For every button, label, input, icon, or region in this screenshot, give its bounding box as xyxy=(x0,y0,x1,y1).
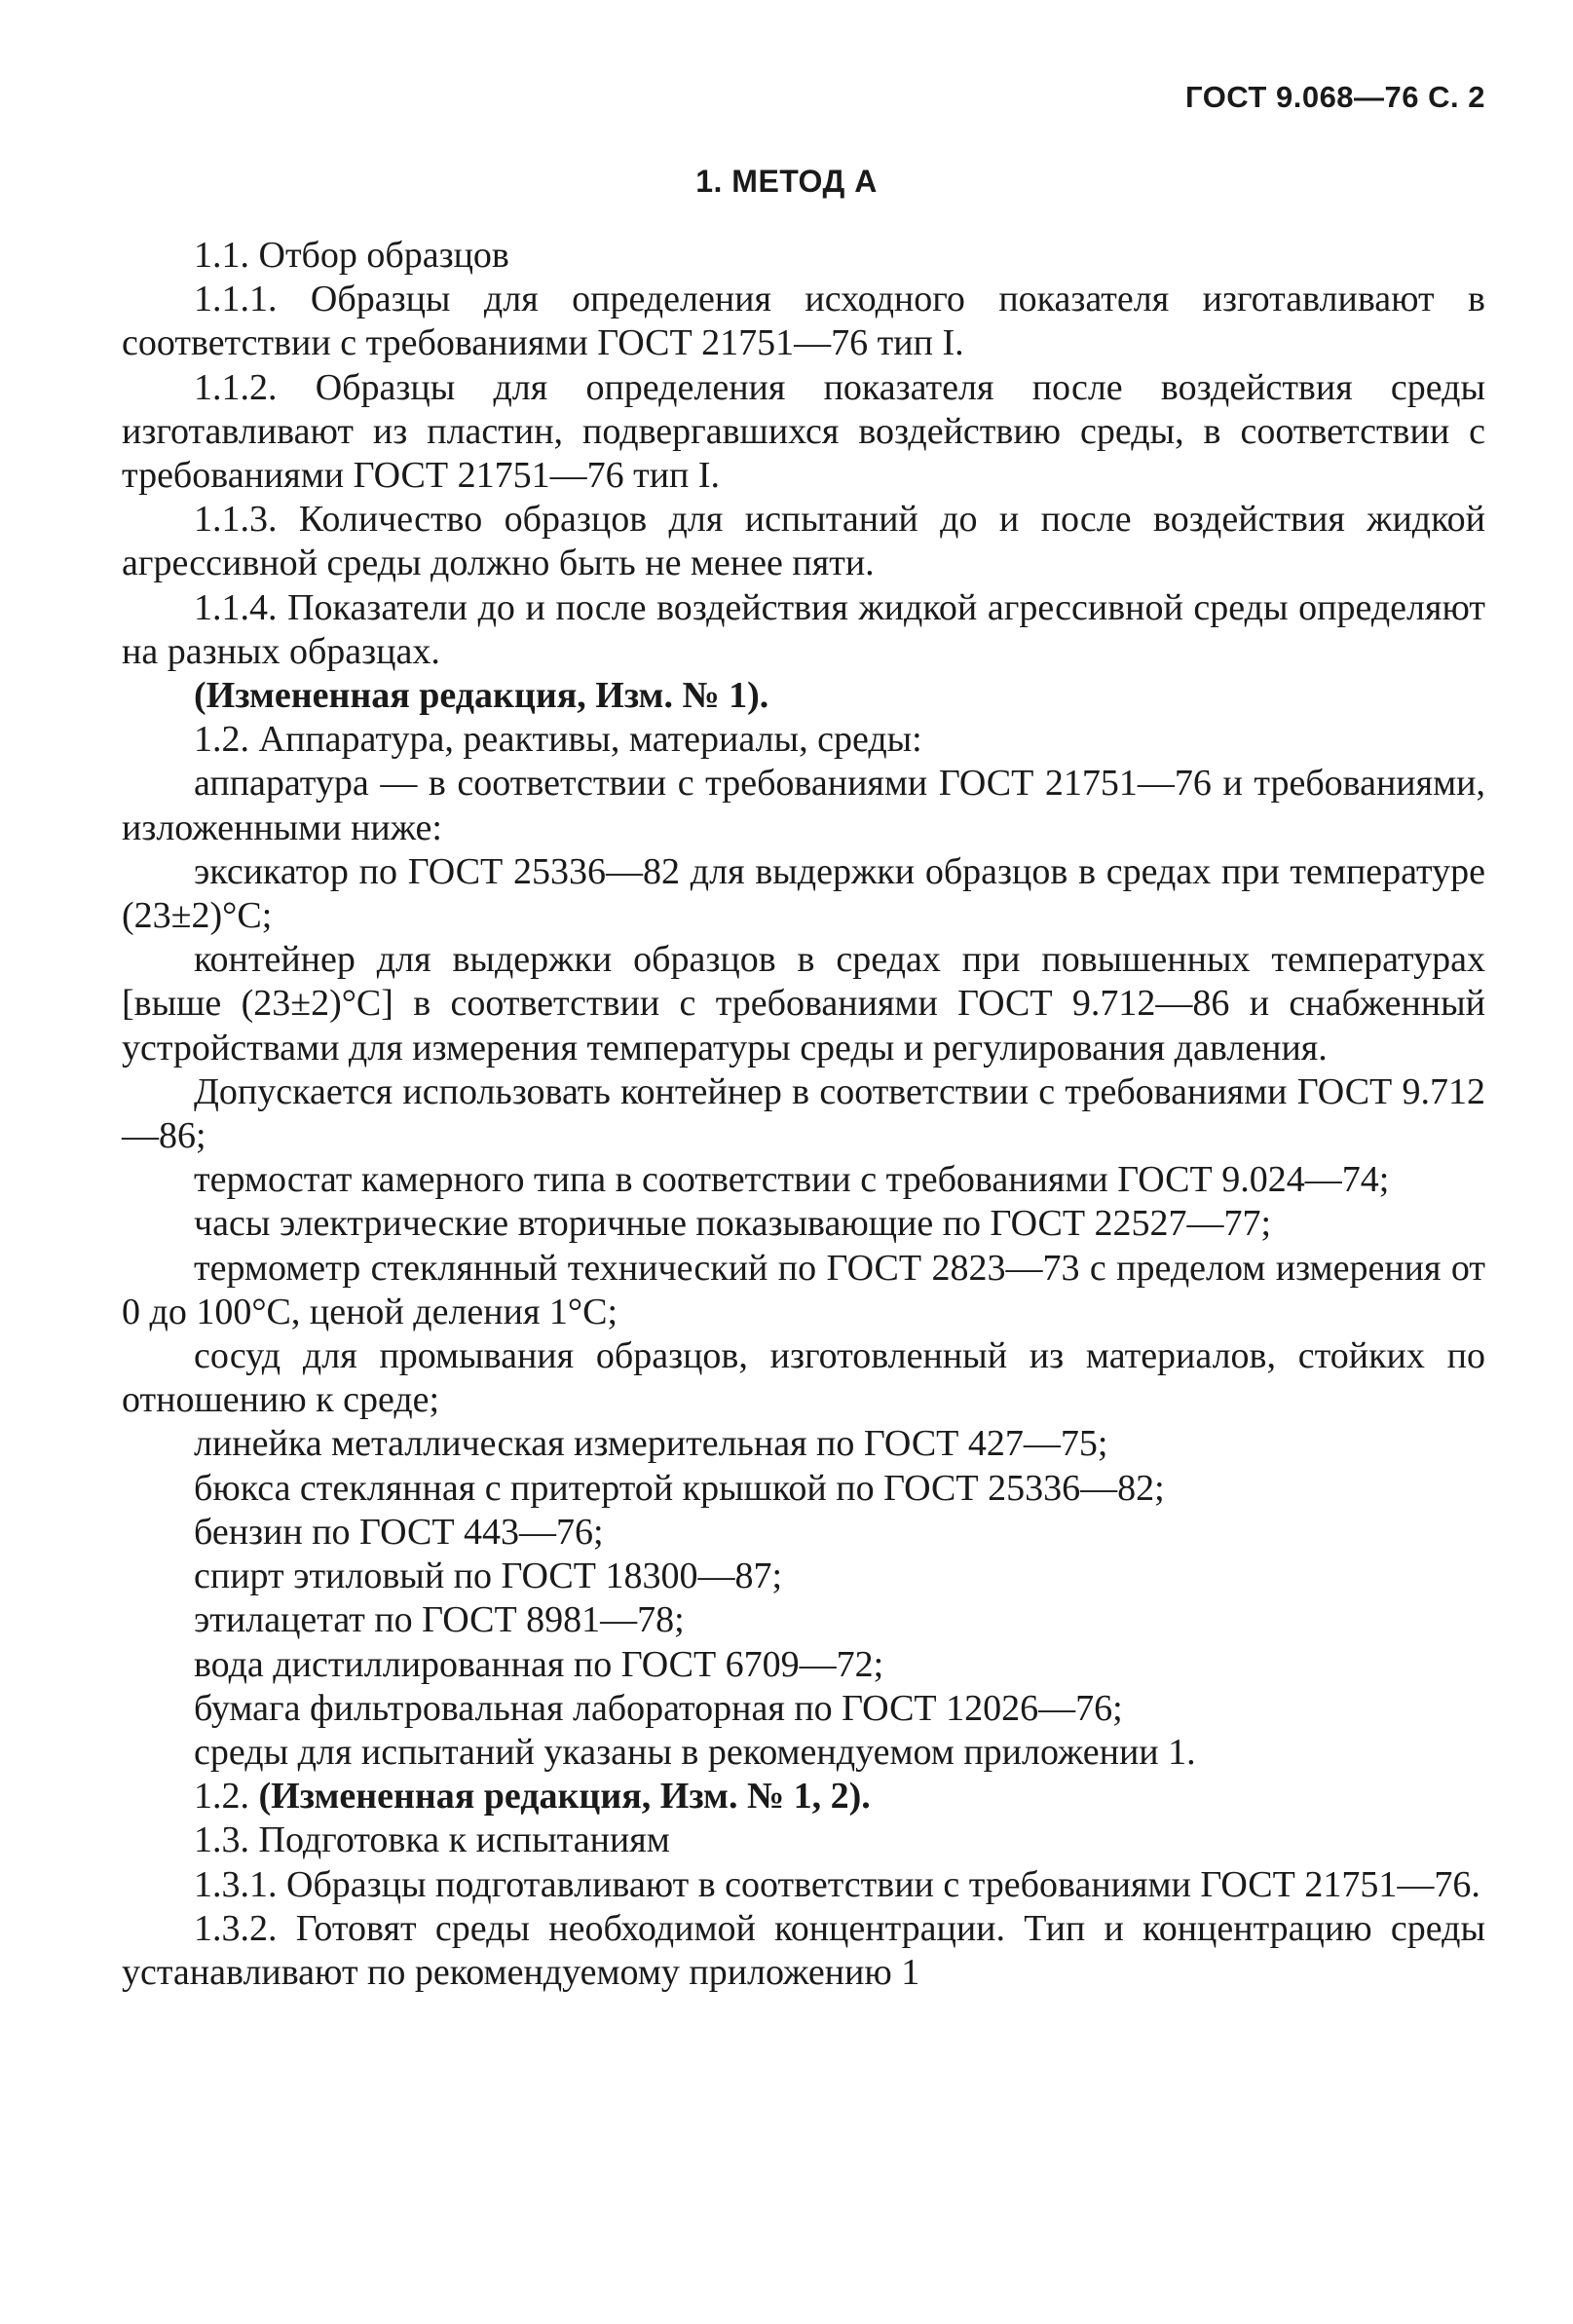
paragraph: этилацетат по ГОСТ 8981—78; xyxy=(194,1599,685,1641)
paragraph: часы электрические вторичные показывающие по ГОСТ 22527—77; xyxy=(194,1203,1272,1245)
paragraph-number: 1.2. xyxy=(194,1776,259,1818)
paragraph: бензин по ГОСТ 443—76; xyxy=(194,1511,604,1553)
paragraph: среды для испытаний указаны в рекомендуемом приложении 1. xyxy=(194,1731,1196,1773)
paragraph: 1.1.3. Количество образцов для испытаний до и после воздействия жидкой агрессивной среды должно быть не менее пяти. xyxy=(122,499,1485,584)
paragraph: Допускается использовать контейнер в соответствии с требованиями ГОСТ 9.712—86; xyxy=(122,1070,1485,1157)
paragraph: 1.3. Подготовка к испытаниям xyxy=(194,1819,670,1861)
paragraph: сосуд для промывания образцов, изготовленный из материалов, стойких по отношению к среде; xyxy=(122,1335,1485,1421)
paragraph: эксикатор по ГОСТ 25336—82 для выдержки образцов в средах при температуре (23±2)°С; xyxy=(122,850,1485,937)
paragraph: 1.1.1. Образцы для определения исходного показателя изготавливают в соответствии с требованиями ГОСТ 21751—76 тип I. xyxy=(122,279,1485,364)
paragraph: бумага фильтровальная лабораторная по ГОСТ 12026—76; xyxy=(194,1687,1123,1729)
paragraph: 1.1. Отбор образцов xyxy=(194,235,509,276)
paragraph: термостат камерного типа в соответствии с требованиями ГОСТ 9.024—74; xyxy=(194,1159,1390,1201)
section-title: 1. МЕТОД А xyxy=(695,164,878,199)
paragraph: 1.1.4. Показатели до и после воздействия жидкой агрессивной среды определяют на разных образцах. xyxy=(122,586,1485,672)
paragraph xyxy=(122,1775,1485,1818)
paragraph: вода дистиллированная по ГОСТ 6709—72; xyxy=(194,1643,884,1685)
paragraph: линейка металлическая измерительная по ГОСТ 427—75; xyxy=(194,1423,1108,1465)
paragraph: (Измененная редакция, Изм. № 1). xyxy=(194,675,769,717)
paragraph: термометр стеклянный технический по ГОСТ 2823—73 с пределом измерения от 0 до 100°С, ценой деления 1°С; xyxy=(122,1247,1485,1332)
paragraph: 1.3.2. Готовят среды необходимой концентрации. Тип и концентрацию среды устанавливают по рекомендуемому приложению 1 xyxy=(122,1907,1485,1993)
paragraph: 1.2. Аппаратура, реактивы, материалы, среды: xyxy=(194,719,922,761)
document-body xyxy=(122,234,1485,1995)
paragraph: бюкса стеклянная с притертой крышкой по ГОСТ 25336—82; xyxy=(194,1467,1165,1509)
page-header: ГОСТ 9.068—76 С. 2 xyxy=(1185,80,1485,114)
paragraph: спирт этиловый по ГОСТ 18300—87; xyxy=(194,1556,783,1597)
paragraph: контейнер для выдержки образцов в средах при повышенных температурах [выше (23±2)°С] в соответствии с требованиями ГОСТ 9.712—86 и снабженный устройствами для измерения температуры среды и регулирования давления. xyxy=(122,939,1485,1068)
paragraph: 1.1.2. Образцы для определения показателя после воздействия среды изготавливают из пластин, подвергавшихся воздействию среды, в соответствии с требованиями ГОСТ 21751—76 тип I. xyxy=(122,366,1485,497)
paragraph: 1.3.1. Образцы подготавливают в соответствии с требованиями ГОСТ 21751—76. xyxy=(194,1863,1480,1905)
amendment-note: (Измененная редакция, Изм. № 1, 2). xyxy=(258,1776,871,1818)
paragraph: аппаратура — в соответствии с требованиями ГОСТ 21751—76 и требованиями, изложенными ниже: xyxy=(122,763,1485,848)
